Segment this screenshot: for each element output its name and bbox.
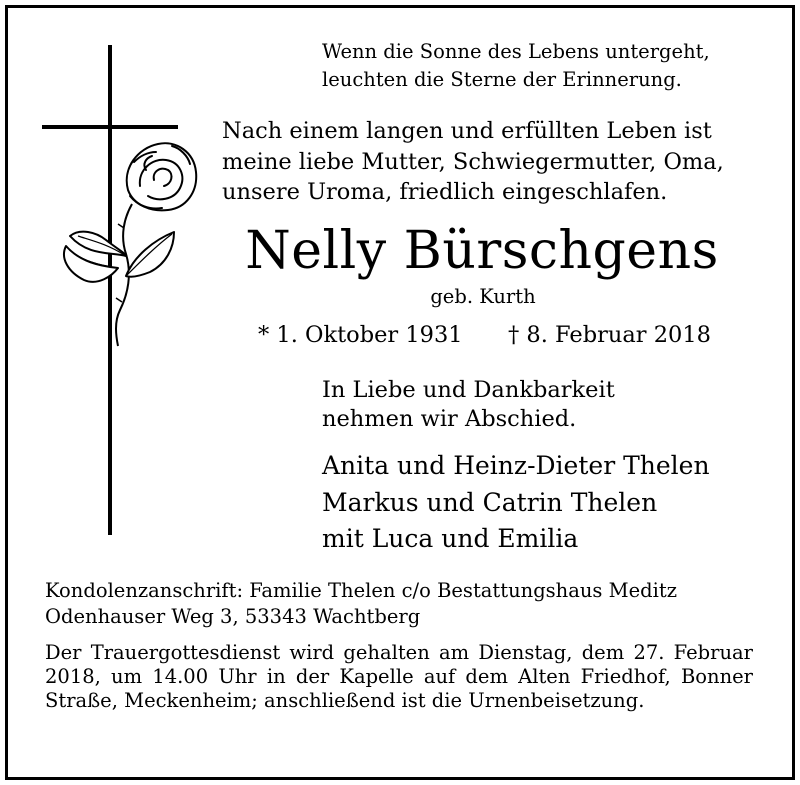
farewell-line: nehmen wir Abschied. [322, 406, 577, 432]
announcement-line: Nach einem langen und erfüllten Leben ist [222, 118, 712, 144]
mourners-list [322, 448, 710, 558]
cross-horizontal-beam [42, 125, 178, 129]
memorial-quote [322, 38, 710, 94]
address-line: Kondolenzanschrift: Familie Thelen c/o Bestattungshaus Meditz [45, 579, 677, 602]
death-announcement [222, 116, 724, 208]
funeral-service-info: Der Trauergottesdienst wird gehalten am Dienstag, dem 27. Februar 2018, um 14.00 Uhr in der Kapelle auf dem Alten Friedhof, Bonner Straße, Meckenheim; anschließend ist die Urnenbeisetzung. [45, 641, 753, 712]
condolence-address [45, 578, 677, 630]
announcement-line: meine liebe Mutter, Schwiegermutter, Oma, [222, 148, 724, 175]
announcement-line: unsere Uroma, friedlich eingeschlafen. [222, 179, 668, 205]
rose-icon [127, 143, 196, 210]
mourner-line: Markus und Catrin Thelen [322, 487, 658, 517]
mourner-line: Anita und Heinz-Dieter Thelen [322, 451, 710, 480]
birth-date: * 1. Oktober 1931 [258, 322, 463, 348]
maiden-name: geb. Kurth [430, 285, 536, 308]
quote-line: Wenn die Sonne des Lebens untergeht, [322, 40, 710, 63]
death-date: † 8. Februar 2018 [508, 322, 711, 348]
address-line: Odenhauser Weg 3, 53343 Wachtberg [45, 605, 421, 628]
quote-line: leuchten die Sterne der Erinnerung. [322, 68, 682, 91]
farewell-line: In Liebe und Dankbarkeit [322, 377, 615, 403]
farewell-text [322, 376, 615, 434]
mourner-line: mit Luca und Emilia [322, 524, 579, 553]
deceased-name: Nelly Bürschgens [245, 221, 719, 281]
